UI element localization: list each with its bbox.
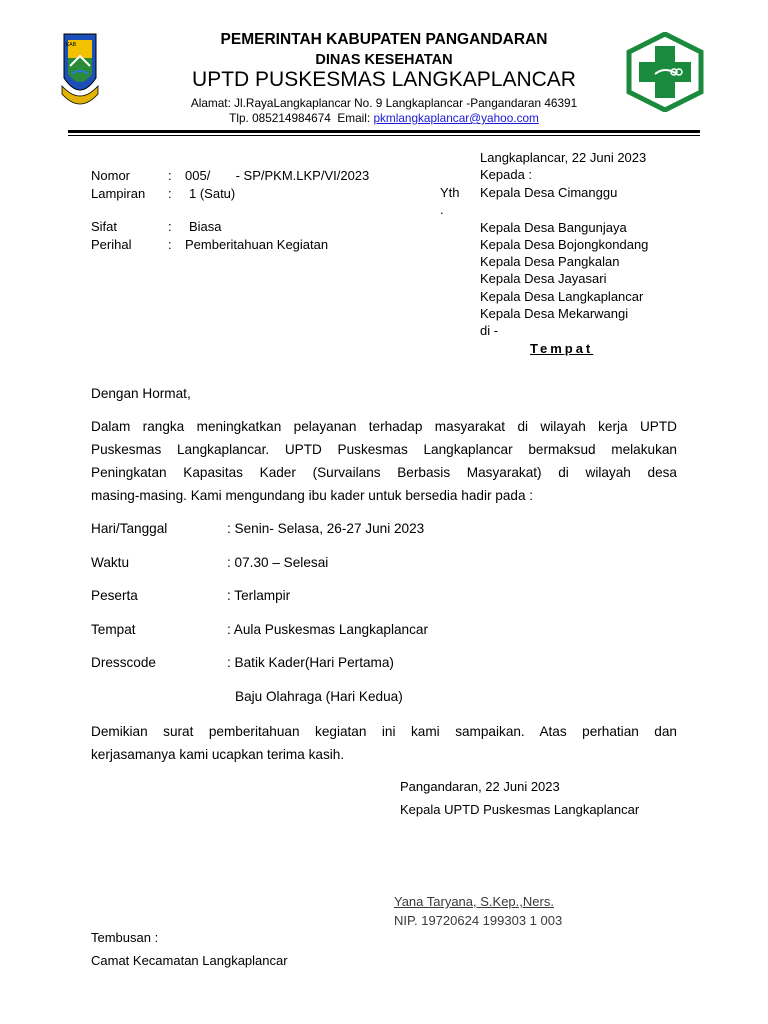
svg-text:KAB: KAB [66, 42, 77, 48]
letter-date: Langkaplancar, 22 Juni 2023 [480, 150, 647, 165]
detail-value-peserta: : Terlampir [227, 588, 291, 603]
kepada-label: Kepada : [480, 167, 533, 182]
letterhead-contact [0, 111, 768, 125]
perihal-label: Perihal [91, 237, 132, 252]
yth-label: Yth [440, 185, 460, 200]
detail-value-hari: : Senin- Selasa, 26-27 Juni 2023 [227, 521, 425, 536]
detail-value-dresscode: : Batik Kader(Hari Pertama) [227, 655, 394, 670]
recipient-item: Kepala Desa Pangkalan [480, 254, 620, 269]
letterhead-divider-thin [68, 135, 700, 136]
letterhead-department: DINAS KESEHATAN [315, 52, 453, 68]
recipient-item: Kepala Desa Bojongkondang [480, 237, 649, 252]
intro-line: masing-masing. Kami mengundang ibu kader untuk bersedia hadir pada : [91, 488, 534, 503]
lampiran-value: 1 (Satu) [189, 186, 236, 201]
recipient-item: Kepala Desa Mekarwangi [480, 306, 629, 321]
greeting: Dengan Hormat, [91, 386, 191, 401]
di-label: di - [480, 323, 499, 338]
closing-line: Demikian surat pemberitahuan kegiatan ini kami sampaikan. Atas perhatian dan [91, 724, 677, 739]
yth-dot: . [440, 202, 444, 217]
recipient-item: Kepala Desa Cimanggu [480, 185, 618, 200]
signature-title: Kepala UPTD Puskesmas Langkaplancar [400, 802, 640, 817]
perihal-value: Pemberitahuan Kegiatan [185, 237, 329, 252]
detail-value-tempat: : Aula Puskesmas Langkaplancar [227, 622, 429, 637]
recipient-item: Kepala Desa Bangunjaya [480, 220, 627, 235]
nomor-colon: : [168, 168, 172, 183]
tempat-heading: Tempat [530, 341, 594, 356]
intro-line: Puskesmas Langkaplancar. UPTD Puskesmas Langkaplancar bermaksud melakukan [91, 442, 677, 457]
recipient-item: Kepala Desa Langkaplancar [480, 289, 644, 304]
letterhead-divider-thick [68, 130, 700, 133]
nomor-label: Nomor [91, 168, 131, 183]
closing-paragraph [91, 720, 677, 766]
perihal-colon: : [168, 237, 172, 252]
signature-nip: NIP. 19720624 199303 1 003 [394, 913, 563, 928]
lampiran-label: Lampiran [91, 186, 146, 201]
letterhead-address: Alamat: Jl.RayaLangkaplancar No. 9 Langkaplancar -Pangandaran 46391 [190, 96, 578, 110]
lampiran-colon: : [168, 186, 172, 201]
intro-line: Peningkatan Kapasitas Kader (Survailans Berbasis Masyarakat) di wilayah desa [91, 465, 677, 480]
detail-label-dresscode: Dresscode [91, 655, 156, 670]
signature-name: Yana Taryana, S.Kep.,Ners. [394, 894, 554, 909]
tembusan-label: Tembusan : [91, 930, 159, 945]
letterhead-institution: UPTD PUSKESMAS LANGKAPLANCAR [192, 68, 576, 91]
detail-value-waktu: : 07.30 – Selesai [227, 555, 329, 570]
closing-line: kerjasamanya kami ucapkan terima kasih. [91, 747, 345, 762]
sifat-colon: : [168, 219, 172, 234]
letterhead-phone: Tlp. 085214984674 Email: [229, 111, 374, 125]
signature-place-date: Pangandaran, 22 Juni 2023 [400, 779, 560, 794]
detail-label-waktu: Waktu [91, 555, 130, 570]
detail-label-peserta: Peserta [91, 588, 138, 603]
recipient-item: Kepala Desa Jayasari [480, 271, 607, 286]
letterhead-government: PEMERINTAH KABUPATEN PANGANDARAN [220, 31, 548, 48]
tembusan-recipient: Camat Kecamatan Langkaplancar [91, 953, 288, 968]
nomor-value: 005/ - SP/PKM.LKP/VI/2023 [185, 168, 370, 183]
intro-paragraph [91, 415, 677, 507]
sifat-label: Sifat [91, 219, 118, 234]
sifat-value: Biasa [189, 219, 222, 234]
detail-value-dresscode-extra: Baju Olahraga (Hari Kedua) [235, 689, 403, 704]
detail-label-tempat: Tempat [91, 622, 136, 637]
detail-label-hari: Hari/Tanggal [91, 521, 168, 536]
email-link[interactable]: pkmlangkaplancar@yahoo.com [373, 111, 539, 125]
intro-line: Dalam rangka meningkatkan pelayanan terhadap masyarakat di wilayah kerja UPTD [91, 419, 677, 434]
